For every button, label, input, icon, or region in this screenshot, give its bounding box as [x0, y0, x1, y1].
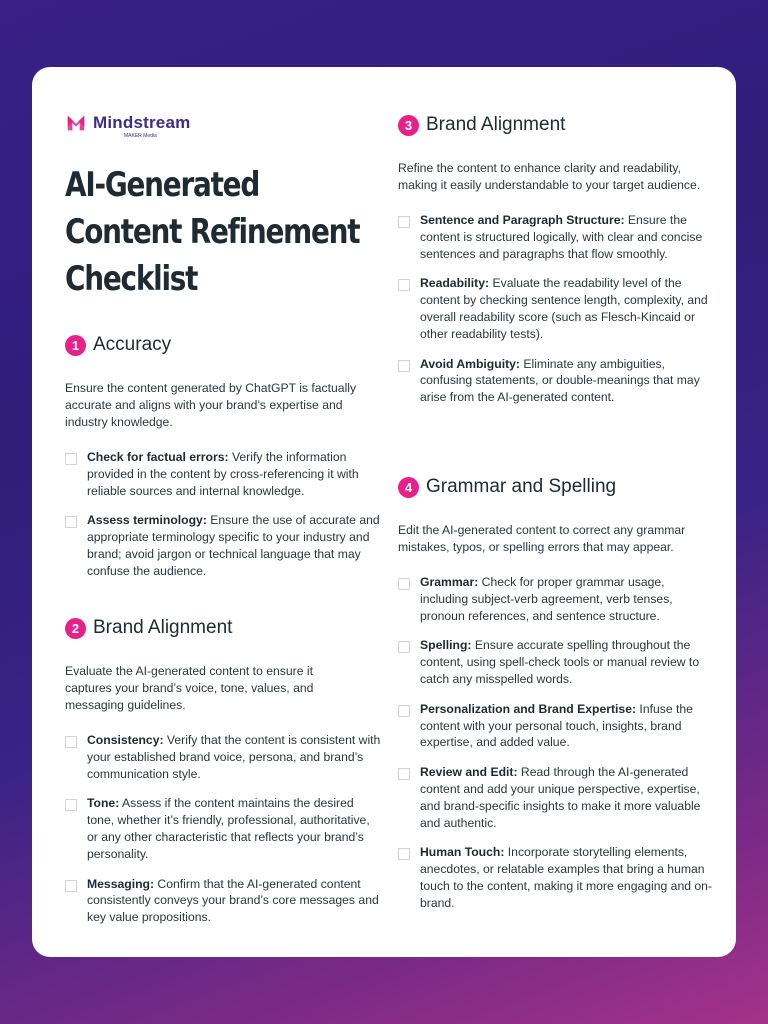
item-label: Personalization and Brand Expertise:: [420, 701, 637, 716]
item-description: Verify the information provided in the content by cross-referencing it with reliable sources and internal knowledge.: [87, 450, 359, 498]
checklist-item: [65, 876, 383, 926]
checkbox[interactable]: [65, 516, 77, 528]
checklist-item: [65, 795, 383, 862]
checkbox[interactable]: [65, 799, 77, 811]
section-intro: Edit the AI-generated content to correct any grammar mistakes, typos, or spelling errors that may appear.: [398, 523, 686, 554]
checklist-item: [65, 732, 383, 782]
checkbox[interactable]: [398, 768, 410, 780]
item-description: Evaluate the readability level of the content by checking sentence length, complexity, and overall readability score (such as Flesch-Kincaid or other readability tests).: [420, 276, 708, 341]
brand-subtitle: MAKER Media: [124, 133, 157, 139]
item-description: Check for proper grammar usage, including subject-verb agreement, verb tenses, pronoun references, and sentence structure.: [420, 575, 673, 623]
checklist-item: [398, 764, 714, 831]
section-title: Accuracy: [93, 334, 172, 355]
section-intro: Evaluate the AI-generated content to ensure it captures your brand’s voice, tone, values, and messaging guidelines.: [65, 664, 314, 712]
item-label: Consistency:: [87, 733, 164, 747]
item-description: Infuse the content with your personal touch, insights, brand expertise, and added value.: [420, 701, 693, 750]
item-label: Human Touch:: [420, 845, 505, 860]
checkbox[interactable]: [398, 216, 410, 228]
section-intro: Ensure the content generated by ChatGPT is factually accurate and aligns with your brand’s expertise and industry knowledge.: [65, 381, 357, 429]
item-label: Spelling:: [420, 638, 472, 653]
item-description: Eliminate any ambiguities, confusing statements, or double-meanings that may arise from the AI-generated content.: [420, 356, 700, 405]
checklist-item: [65, 449, 383, 499]
item-label: Readability:: [420, 276, 490, 291]
checklist-item: [398, 844, 714, 911]
section-intro: Refine the content to enhance clarity and readability, making it easily understandable to your target audience.: [398, 161, 701, 192]
item-label: Check for factual errors:: [87, 450, 229, 464]
section-title: Grammar and Spelling: [426, 476, 617, 497]
checklist-item: [398, 637, 714, 687]
mindstream-logo-icon: [65, 112, 87, 134]
item-description: Confirm that the AI-generated content consistently conveys your brand’s core messages and key value propositions.: [87, 876, 379, 925]
checkbox[interactable]: [398, 279, 410, 291]
section-grammar-spelling: [398, 475, 714, 925]
section-brand-alignment: [65, 616, 383, 939]
item-description: Assess if the content maintains the desired tone, whether it’s friendly, professional, authoritative, or any other characteristic that reflects your brand’s personality.: [87, 796, 370, 861]
section-number-badge: 3: [398, 115, 419, 136]
title-line: Checklist: [65, 259, 198, 299]
checkbox[interactable]: [65, 736, 77, 748]
item-description: Read through the AI-generated content and add your unique perspective, expertise, and brand-specific insights to make it more valuable and authentic.: [420, 765, 701, 830]
checkbox[interactable]: [398, 578, 410, 590]
item-description: Incorporate storytelling elements, anecdotes, or relatable examples that bring a human touch to the content, making it more engaging and on-brand.: [420, 845, 713, 910]
checkbox[interactable]: [398, 848, 410, 860]
item-label: Tone:: [87, 796, 120, 811]
brand-name: Mindstream: [93, 113, 191, 132]
title-line: AI-Generated: [65, 165, 260, 205]
checkbox[interactable]: [65, 453, 77, 465]
checkbox[interactable]: [65, 880, 77, 892]
section-accuracy: [65, 333, 383, 593]
section-number-badge: 2: [65, 618, 86, 639]
checkbox[interactable]: [398, 705, 410, 717]
checklist-item: [398, 275, 714, 342]
title-line: Content Refinement: [65, 212, 360, 252]
item-description: Ensure the use of accurate and appropriate terminology specific to your industry and brand; avoid jargon or technical language that may confuse the audience.: [87, 513, 380, 578]
checklist-item: [398, 701, 714, 751]
checklist-item: [398, 574, 714, 624]
item-label: Avoid Ambiguity:: [420, 356, 520, 371]
checklist-item: [398, 212, 714, 262]
checklist-card: [32, 67, 736, 957]
item-description: Ensure the content is structured logically, with clear and concise sentences and paragraphs that flow smoothly.: [420, 213, 703, 261]
item-description: Ensure accurate spelling throughout the content, using spell-check tools or manual review to catch any misspelled words.: [420, 638, 700, 686]
checklist-item: [65, 512, 383, 579]
item-label: Sentence and Paragraph Structure:: [420, 213, 625, 227]
checkbox[interactable]: [398, 360, 410, 372]
item-label: Assess terminology:: [87, 513, 207, 528]
checkbox[interactable]: [398, 641, 410, 653]
page-title: [65, 162, 385, 303]
item-label: Messaging:: [87, 876, 155, 891]
item-label: Grammar:: [420, 575, 479, 589]
section-title: Brand Alignment: [426, 114, 566, 135]
item-label: Review and Edit:: [420, 765, 518, 780]
item-description: Verify that the content is consistent with your established brand voice, persona, and brand’s communication style.: [87, 733, 381, 781]
section-number-badge: 4: [398, 477, 419, 498]
checklist-item: [398, 356, 714, 406]
section-title: Brand Alignment: [93, 617, 233, 638]
brand-logo: [65, 112, 190, 134]
section-readability: [398, 113, 714, 419]
section-number-badge: 1: [65, 335, 86, 356]
